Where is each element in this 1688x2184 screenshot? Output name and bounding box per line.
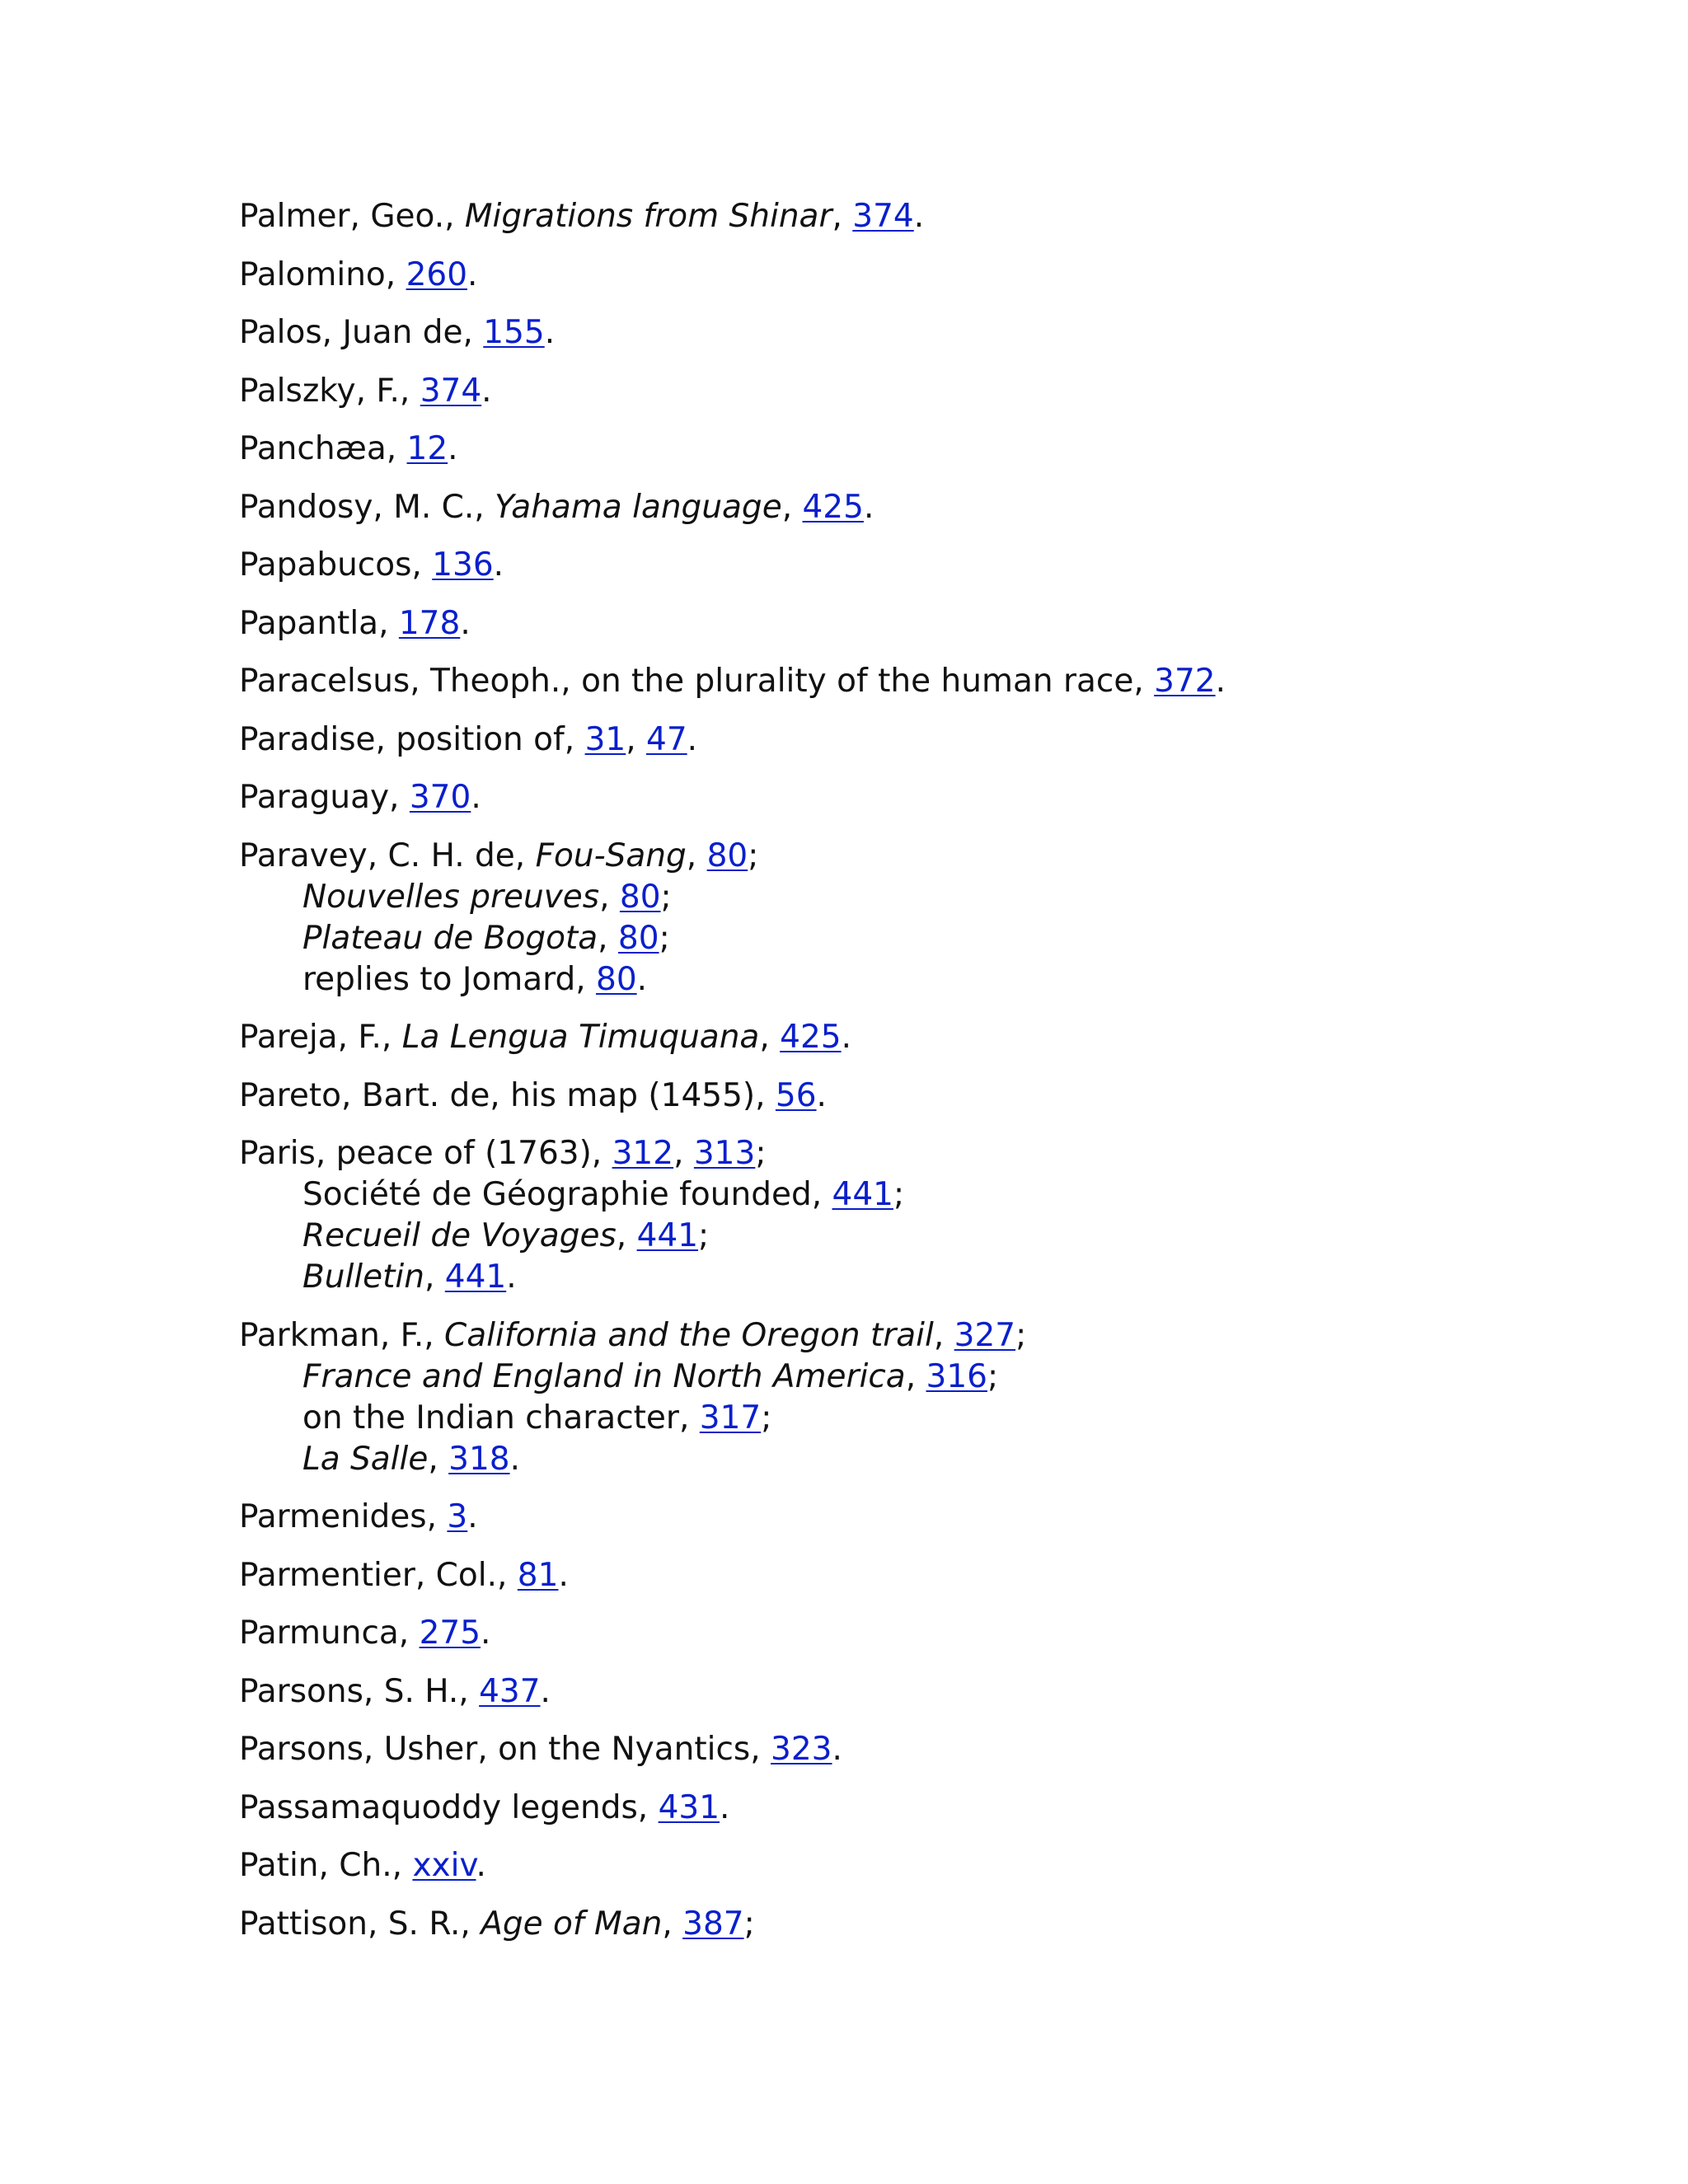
index-subentry-line [239,1439,1640,1480]
index-entry [239,719,1640,761]
page-reference-link[interactable]: 437 [479,1672,541,1710]
index-entry-line [239,312,1640,354]
work-title: Recueil de Voyages [302,1217,617,1254]
entry-text: Parsons, S. H., [239,1672,480,1710]
page-reference-link[interactable]: 374 [420,372,482,410]
page-reference-link[interactable]: 80 [617,919,659,957]
index-entry-line [239,1671,1640,1713]
page-reference-link[interactable]: 372 [1154,663,1216,700]
page-reference-link[interactable]: xxiv [412,1847,476,1884]
entry-text: Palomino, [239,255,406,293]
work-title: Migrations from Shinar [464,198,832,235]
index-subentry-line [239,959,1640,1001]
entry-text: . [471,779,481,816]
entry-text: , [598,919,618,957]
entry-text: , [428,1440,449,1478]
entry-text: ; [659,919,670,957]
index-entry-line [239,1133,1640,1174]
entry-text: ; [987,1357,999,1395]
page-reference-link[interactable]: 323 [771,1731,832,1768]
index-entry [239,777,1640,818]
index-entry [239,836,1640,1001]
index-entry-line [239,371,1640,412]
entry-text: , [599,878,620,916]
entry-text: ; [1015,1316,1027,1354]
entry-text: , [662,1905,683,1943]
entry-text: , [759,1019,781,1056]
index-entry-line [239,545,1640,586]
index-entry [239,1788,1640,1829]
page-reference-link[interactable]: 155 [483,314,545,351]
index-entry [239,371,1640,412]
entry-text: Pattison, S. R., [239,1905,481,1943]
index-entry-line [239,603,1640,644]
index-entry [239,1315,1640,1480]
index-entry [239,1555,1640,1596]
index-subentry-line [239,1398,1640,1439]
entry-text: . [1215,663,1226,700]
entry-text: . [493,546,504,583]
entry-text: Paracelsus, Theoph., on the plurality of the human race, [239,663,1155,700]
page-reference-link[interactable]: 317 [699,1399,762,1436]
index-subentry-line [239,877,1640,918]
entry-text: . [506,1258,517,1296]
page-reference-link[interactable]: 275 [419,1615,481,1652]
index-entry-line [239,1076,1640,1117]
index-entry [239,1613,1640,1654]
page-reference-link[interactable]: 260 [406,255,468,293]
index-entry-line [239,255,1640,296]
page-reference-link[interactable]: 441 [832,1176,893,1213]
entry-text: Patin, Ch., [239,1847,413,1884]
entry-text: , [424,1258,445,1296]
index-entry [239,1904,1640,1945]
page-reference-link[interactable]: 313 [693,1135,756,1172]
index-entry [239,1497,1640,1538]
entry-text: Paraguay, [239,779,410,816]
entry-text: . [481,372,492,410]
entry-text: . [460,604,471,642]
index-entry-line [239,661,1640,702]
index-entry-line [239,1788,1640,1829]
index-entry-line [239,196,1640,237]
entry-text: Pareja, F., [239,1019,402,1056]
entry-text: Palos, Juan de, [239,314,484,351]
entry-text: , [673,1135,694,1172]
index-entry-line [239,777,1640,818]
entry-text: Paravey, C. H. de, [239,837,536,874]
entry-text: . [481,1615,491,1652]
page-reference-link[interactable]: 81 [517,1556,559,1594]
entry-text: ; [755,1135,767,1172]
entry-text: . [448,430,458,467]
page-reference-link[interactable]: 12 [406,430,448,467]
index-entry-line [239,719,1640,761]
page-reference-link[interactable]: 431 [658,1788,720,1826]
entry-text: Parkman, F., [239,1316,445,1354]
page-reference-link[interactable]: 387 [682,1905,744,1943]
index-entry [239,255,1640,296]
entry-text: . [509,1440,520,1478]
index-entry [239,661,1640,702]
index-entry [239,545,1640,586]
entry-text: . [841,1019,851,1056]
entry-text: . [913,198,925,235]
entry-text: . [863,488,874,526]
entry-text: replies to Jomard, [302,960,597,998]
work-title: La Lengua Timuquana [401,1019,760,1056]
page-reference-link[interactable]: 327 [954,1316,1016,1354]
entry-text: . [687,720,698,758]
entry-text: Pandosy, M. C., [239,488,495,526]
entry-text: . [467,255,478,293]
entry-text: ; [893,1176,905,1213]
page-reference-link[interactable]: 80 [706,837,748,874]
index-subentry-line [239,1357,1640,1398]
entry-text: Parmunca, [239,1615,420,1652]
work-title: Age of Man [481,1905,663,1943]
page-reference-link[interactable]: 374 [852,198,914,235]
index-entry-line [239,836,1640,877]
index-entry [239,1017,1640,1058]
work-title: La Salle [302,1440,429,1478]
page-reference-link[interactable]: 316 [926,1357,987,1395]
entry-text: Paris, peace of (1763), [239,1135,612,1172]
index-entry-line [239,1555,1640,1596]
entry-text: Passamaquoddy legends, [239,1788,659,1826]
entry-text: . [467,1498,478,1535]
entry-text: Papantla, [239,604,399,642]
page-reference-link[interactable]: 178 [398,604,461,642]
entry-text: Palszky, F., [239,372,420,410]
page-reference-link[interactable]: 312 [612,1135,674,1172]
work-title: France and England in North America [302,1357,906,1395]
index-entry-line [239,487,1640,528]
page-reference-link[interactable]: 47 [646,720,687,758]
index-entry-line [239,1017,1640,1058]
index-list [239,196,1640,1961]
index-subentry-line [239,1257,1640,1298]
index-subentry-line [239,1174,1640,1216]
entry-text: . [476,1847,486,1884]
index-entry-line [239,1315,1640,1357]
index-entry-line [239,1729,1640,1770]
index-subentry-line [239,1216,1640,1257]
entry-text: Panchæa, [239,430,407,467]
entry-text: , [933,1316,954,1354]
entry-text: . [720,1788,730,1826]
entry-text: . [832,1731,842,1768]
index-entry [239,1133,1640,1298]
entry-text: , [616,1217,637,1254]
page-reference-link[interactable]: 80 [619,878,661,916]
index-entry-line [239,1497,1640,1538]
page-reference-link[interactable]: 370 [409,779,471,816]
entry-text: , [832,198,853,235]
entry-text: Société de Géographie founded, [302,1176,832,1213]
page-reference-link[interactable]: 56 [775,1076,817,1114]
work-title: California and the Oregon trail [444,1316,934,1354]
index-entry [239,196,1640,237]
entry-text: ; [748,837,759,874]
page-reference-link[interactable]: 136 [432,546,494,583]
entry-text: ; [743,1905,755,1943]
index-entry [239,603,1640,644]
entry-text: Parsons, Usher, on the Nyantics, [239,1731,771,1768]
page-reference-link[interactable]: 441 [636,1217,699,1254]
page-reference-link[interactable]: 441 [444,1258,507,1296]
index-entry [239,1671,1640,1713]
work-title: Fou-Sang [535,837,687,874]
entry-text: . [544,314,556,351]
entry-text: . [816,1076,827,1114]
page-reference-link[interactable]: 3 [447,1498,468,1535]
entry-text: . [558,1556,569,1594]
work-title: Bulletin [302,1258,424,1296]
entry-text: Papabucos, [239,546,433,583]
entry-text: ; [761,1399,772,1436]
page-reference-link[interactable]: 425 [802,488,864,526]
index-subentry-line [239,918,1640,959]
index-entry-line [239,1613,1640,1654]
work-title: Nouvelles preuves [302,878,600,916]
entry-text: , [626,720,646,758]
index-entry [239,487,1640,528]
index-entry-line [239,1904,1640,1945]
entry-text: Palmer, Geo., [239,198,465,235]
index-entry-line [239,1845,1640,1886]
index-entry [239,1076,1640,1117]
entry-text: ; [698,1217,710,1254]
entry-text: Parmenides, [239,1498,448,1535]
index-entry [239,1845,1640,1886]
entry-text: , [905,1357,926,1395]
work-title: Yahama language [495,488,782,526]
entry-text: , [686,837,707,874]
entry-text: . [636,960,648,998]
entry-text: Parmentier, Col., [239,1556,518,1594]
page-reference-link[interactable]: 31 [584,720,626,758]
entry-text: . [540,1672,551,1710]
index-entry [239,312,1640,354]
entry-text: on the Indian character, [302,1399,700,1436]
page-reference-link[interactable]: 80 [596,960,637,998]
entry-text: Pareto, Bart. de, his map (1455), [239,1076,776,1114]
entry-text: Paradise, position of, [239,720,585,758]
page-reference-link[interactable]: 318 [448,1440,510,1478]
entry-text: , [781,488,803,526]
work-title: Plateau de Bogota [302,919,598,957]
entry-text: ; [660,878,672,916]
index-entry [239,429,1640,470]
index-entry-line [239,429,1640,470]
page-reference-link[interactable]: 425 [780,1019,842,1056]
index-entry [239,1729,1640,1770]
